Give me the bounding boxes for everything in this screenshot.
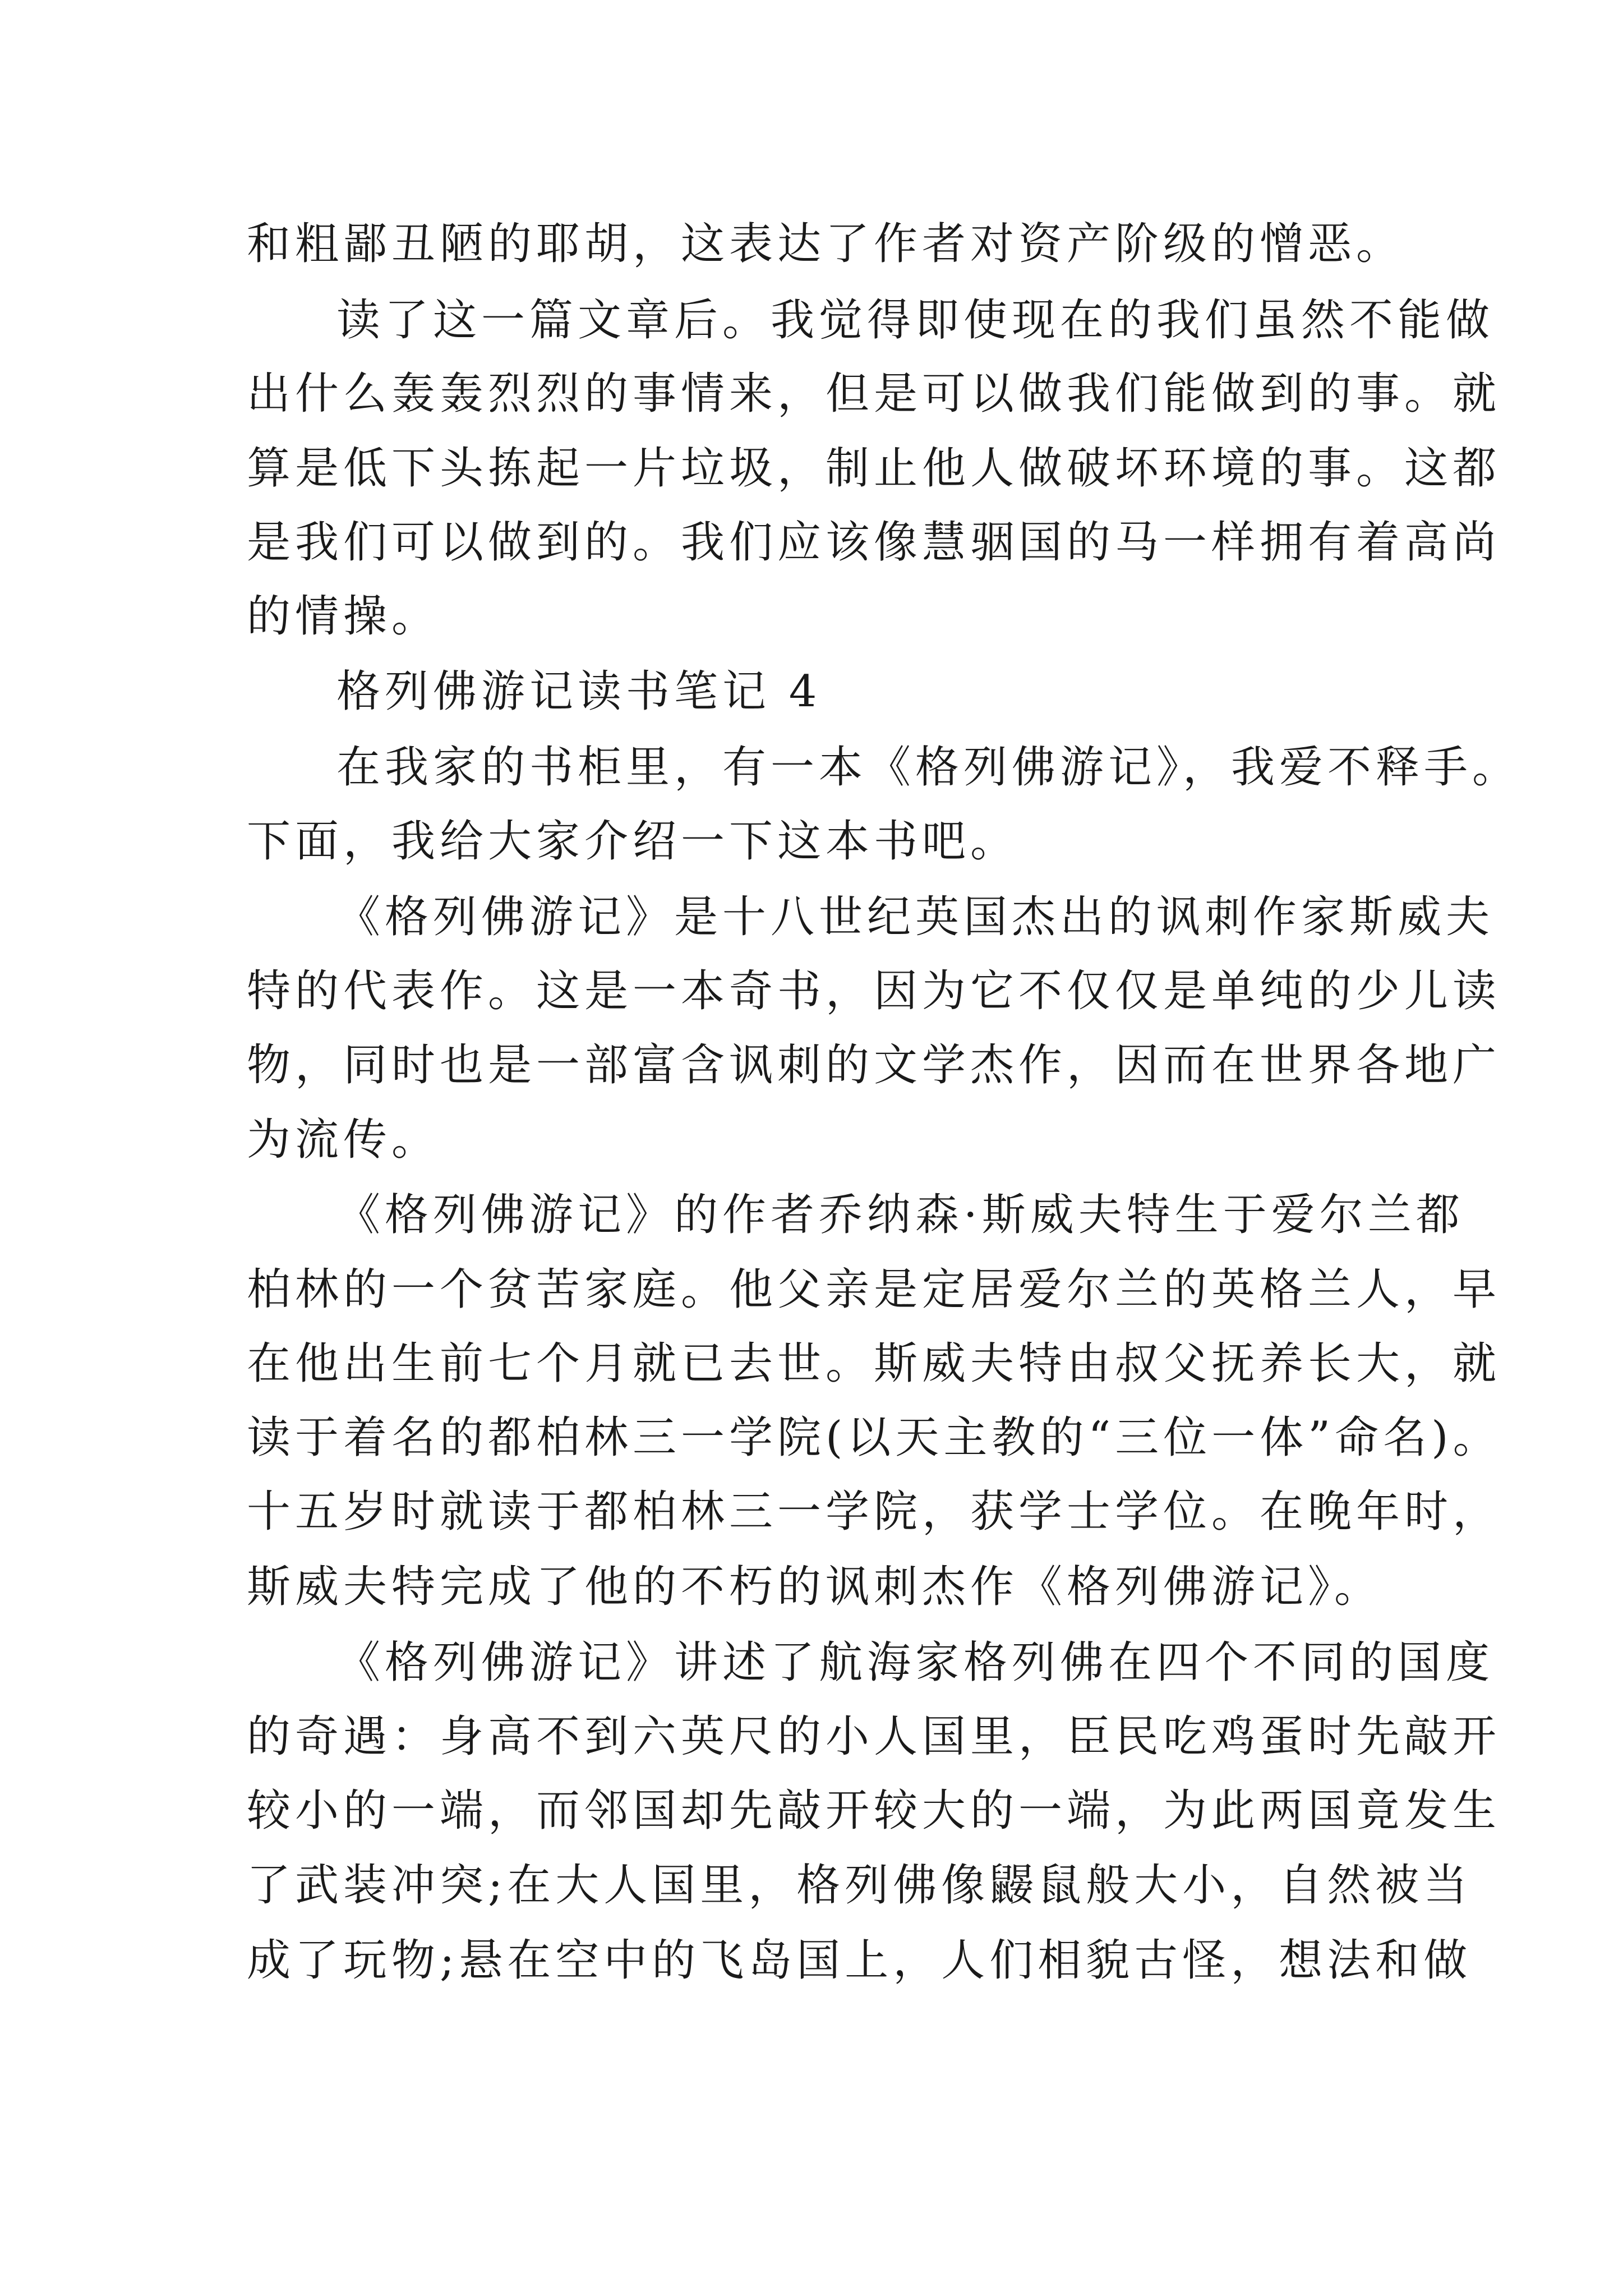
text-line: 和粗鄙丑陋的耶胡，这表达了作者对资产阶级的憎恶。 [247,219,1405,269]
text-line: 物，同时也是一部富含讽刺的文学杰作，因而在世界各地广 [247,1040,1501,1091]
text-line: 十五岁时就读于都柏林三一学院，获学士学位。在晚年时， [247,1487,1501,1537]
text-line: 的情操。 [247,591,440,642]
text-line: 出什么轰轰烈烈的事情来，但是可以做我们能做到的事。就 [247,369,1501,419]
text-line: 的奇遇：身高不到六英尺的小人国里，臣民吃鸡蛋时先敲开 [247,1711,1501,1762]
text-line: 读了这一篇文章后。我觉得即使现在的我们虽然不能做 [336,295,1495,346]
text-line: 在我家的书柜里，有一本《格列佛游记》，我爱不释手。 [336,742,1521,793]
text-line: 《格列佛游记》讲述了航海家格列佛在四个不同的国度 [336,1637,1495,1688]
text-line: 在他出生前七个月就已去世。斯威夫特由叔父抚养长大，就 [247,1338,1501,1389]
text-line: 算是低下头拣起一片垃圾，制止他人做破坏环境的事。这都 [247,443,1501,494]
text-line: 为流传。 [247,1115,440,1165]
text-line: 斯威夫特完成了他的不朽的讽刺杰作《格列佛游记》。 [247,1562,1383,1612]
text-line: 《格列佛游记》的作者乔纳森·斯威夫特生于爱尔兰都 [336,1190,1464,1240]
text-line: 成了玩物;悬在空中的飞岛国上，人们相貌古怪，想法和做 [247,1935,1472,1986]
text-line: 柏林的一个贫苦家庭。他父亲是定居爱尔兰的英格兰人，早 [247,1264,1501,1315]
text-line: 下面，我给大家介绍一下这本书吧。 [247,816,1019,867]
text-line: 读于着名的都柏林三一学院(以天主教的“三位一体”命名)。 [247,1412,1501,1463]
section-heading: 格列佛游记读书笔记 4 [336,666,822,717]
text-line: 特的代表作。这是一本奇书，因为它不仅仅是单纯的少儿读 [247,966,1501,1016]
text-line: 较小的一端，而邻国却先敲开较大的一端，为此两国竟发生 [247,1786,1501,1836]
text-line: 《格列佛游记》是十八世纪英国杰出的讽刺作家斯威夫 [336,892,1495,942]
text-line: 了武装冲突;在大人国里，格列佛像鼹鼠般大小，自然被当 [247,1860,1472,1911]
text-line: 是我们可以做到的。我们应该像慧骃国的马一样拥有着高尚 [247,517,1501,568]
